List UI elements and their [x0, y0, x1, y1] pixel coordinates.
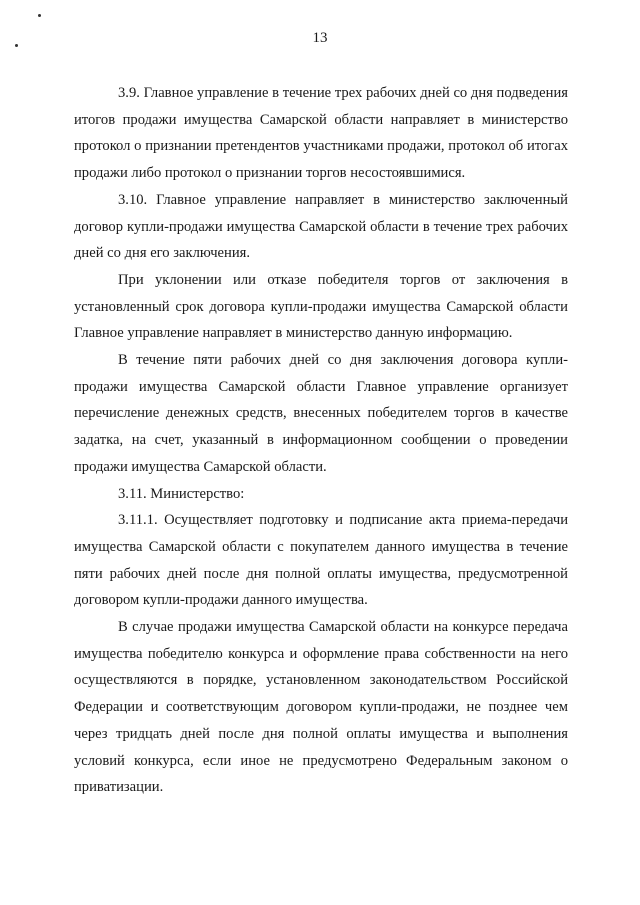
- paragraph-3-11-1: 3.11.1. Осуществляет подготовку и подписание акта приема-передачи имущества Самарской области с покупателем данного имущества в течение пяти рабочих дней после дня полной оплаты имущества, предусмотренной договором купли-продажи данного имущества.: [74, 512, 568, 609]
- scan-speck: [38, 14, 41, 17]
- document-body: [74, 80, 568, 801]
- paragraph-3-10: 3.10. Главное управление направляет в министерство заключенный договор купли-продажи имущества Самарской области в течение трех рабочих дней со дня его заключения.: [74, 191, 568, 262]
- paragraph-deposit-transfer: В течение пяти рабочих дней со дня заключения договора купли-продажи имущества Самарской области Главное управление организует перечисление денежных средств, внесенных победителем торгов в качестве задатка, на счет, указанный в информационном сообщении о проведении продажи имущества Самарской области.: [74, 352, 568, 475]
- page-number: 13: [312, 30, 328, 46]
- paragraph-competition-sale: В случае продажи имущества Самарской области на конкурсе передача имущества победителю конкурса и оформление права собственности на него осуществляются в порядке, установленном законодательством Российской Федерации и соответствующим договором купли-продажи, не позднее чем через тридцать дней после дня полной оплаты имущества и выполнения условий конкурса, если иное не предусмотрено Федеральным законом о приватизации.: [74, 619, 568, 796]
- paragraph-3-9: 3.9. Главное управление в течение трех рабочих дней со дня подведения итогов продажи имущества Самарской области направляет в министерство протокол о признании претендентов участниками продажи, протокол об итогах продажи либо протокол о признании торгов несостоявшимися.: [74, 85, 568, 182]
- paragraph-evasion: При уклонении или отказе победителя торгов от заключения в установленный срок договора купли-продажи имущества Самарской области Главное управление направляет в министерство данную информацию.: [74, 271, 568, 342]
- paragraph-3-11: 3.11. Министерство:: [118, 485, 245, 502]
